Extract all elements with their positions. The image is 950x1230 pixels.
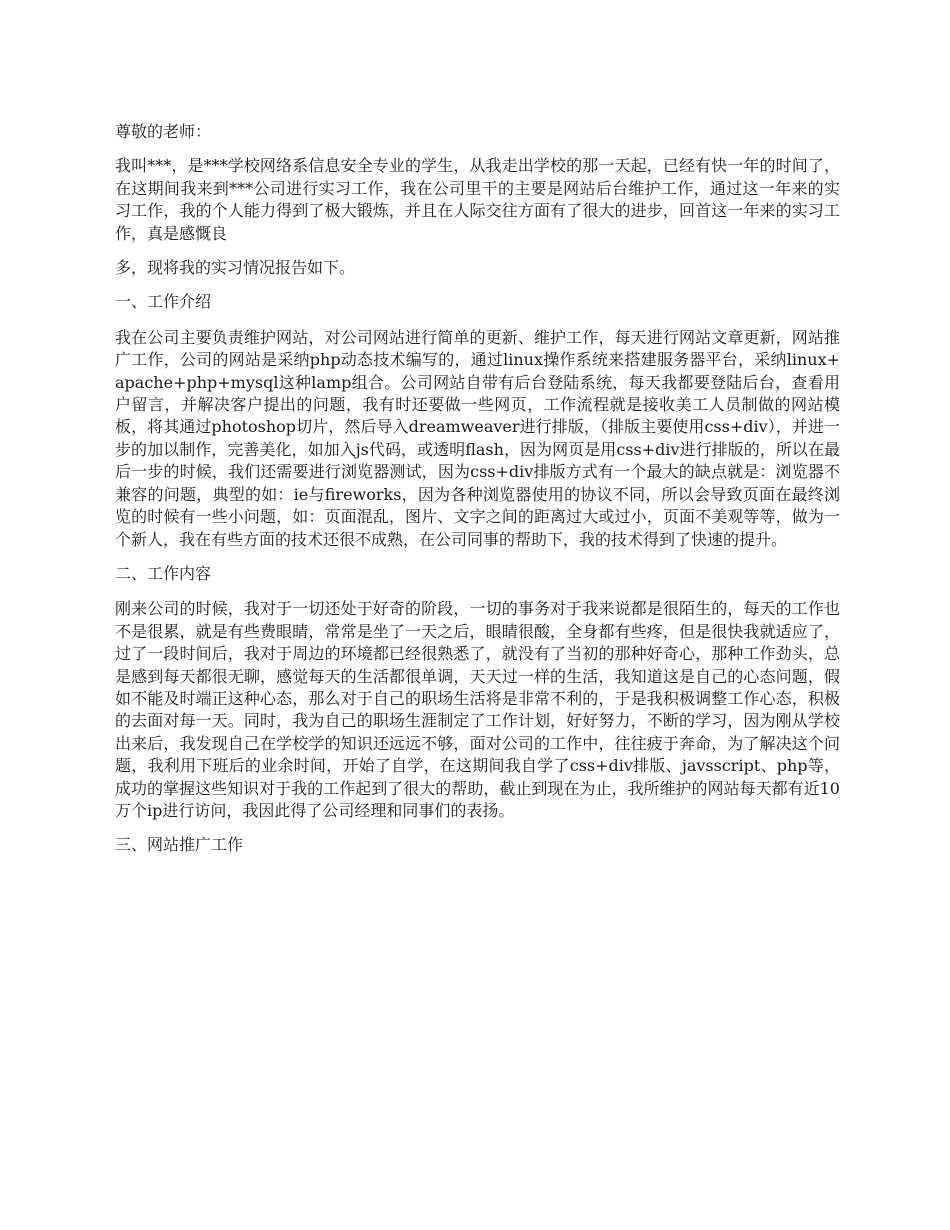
- section-body-work-content: 刚来公司的时候，我对于一切还处于好奇的阶段，一切的事务对于我来说都是很陌生的，每天的工作也不是很累，就是有些费眼睛，常常是坐了一天之后，眼睛很酸，全身都有些疼，但是很快我就适应了，过了一段时间后，我对于周边的环境都已经很熟悉了，就没有了当初的那种好奇心，那种工作劲头，总是感到每天都很无聊，感觉每天的生活都很单调，天天过一样的生活，我知道这是自己的心态问题，假如不能及时端正这种心态，那么对于自己的职场生活将是非常不利的，于是我积极调整工作心态，积极的去面对每一天。同时，我为自己的职场生涯制定了工作计划，好好努力，不断的学习，因为刚从学校出来后，我发现自己在学校学的知识还远远不够，面对公司的工作中，往往疲于奔命，为了解决这个问题，我利用下班后的业余时间，开始了自学，在这期间我自学了css+div排版、javsscript、php等，成功的掌握这些知识对于我的工作起到了很大的帮助，截止到现在为止，我所维护的网站每天都有近10万个ip进行访问，我因此得了公司经理和同事们的表扬。: [115, 599, 840, 820]
- intro-paragraph-continued: 多，现将我的实习情况报告如下。: [115, 258, 356, 278]
- salutation: 尊敬的老师：: [115, 122, 212, 141]
- section-heading-work-introduction: 一、工作介绍: [115, 292, 212, 312]
- section-heading-work-content: 二、工作内容: [115, 563, 212, 583]
- document-page: [115, 121, 840, 870]
- section-heading-website-promotion: 三、网站推广工作: [115, 835, 244, 855]
- intro-paragraph: 我叫***，是***学校网络系信息安全专业的学生，从我走出学校的那一天起，已经有快一年的时间了，在这期间我来到***公司进行实习工作，我在公司里干的主要是网站后台维护工作，通过这一年来的实习工作，我的个人能力得到了极大锻炼，并且在人际交往方面有了很大的进步，回首这一年来的实习工作，真是感慨良: [115, 156, 840, 243]
- section-body-work-introduction: 我在公司主要负责维护网站，对公司网站进行简单的更新、维护工作，每天进行网站文章更新，网站推广工作，公司的网站是采纳php动态技术编写的，通过linux操作系统来搭建服务器平台，采纳linux+apache+php+mysql这种lamp组合。公司网站自带有后台登陆系统，每天我都要登陆后台，查看用户留言，并解决客户提出的问题，我有时还要做一些网页，工作流程就是接收美工人员制做的网站模板，将其通过photoshop切片，然后导入dreamweaver进行排版，（排版主要使用css+div），并进一步的加以制作，完善美化，如加入js代码，或透明flash，因为网页是用css+div进行排版的，所以在最后一步的时候，我们还需要进行浏览器测试，因为css+div排版方式有一个最大的缺点就是：浏览器不兼容的问题，典型的如：ie与fireworks，因为各种浏览器使用的协议不同，所以会导致页面在最终浏览的时候有一些小问题，如：页面混乱，图片、文字之间的距离过大或过小，页面不美观等等，做为一个新人，我在有些方面的技术还很不成熟，在公司同事的帮助下，我的技术得到了快速的提升。: [115, 327, 840, 549]
